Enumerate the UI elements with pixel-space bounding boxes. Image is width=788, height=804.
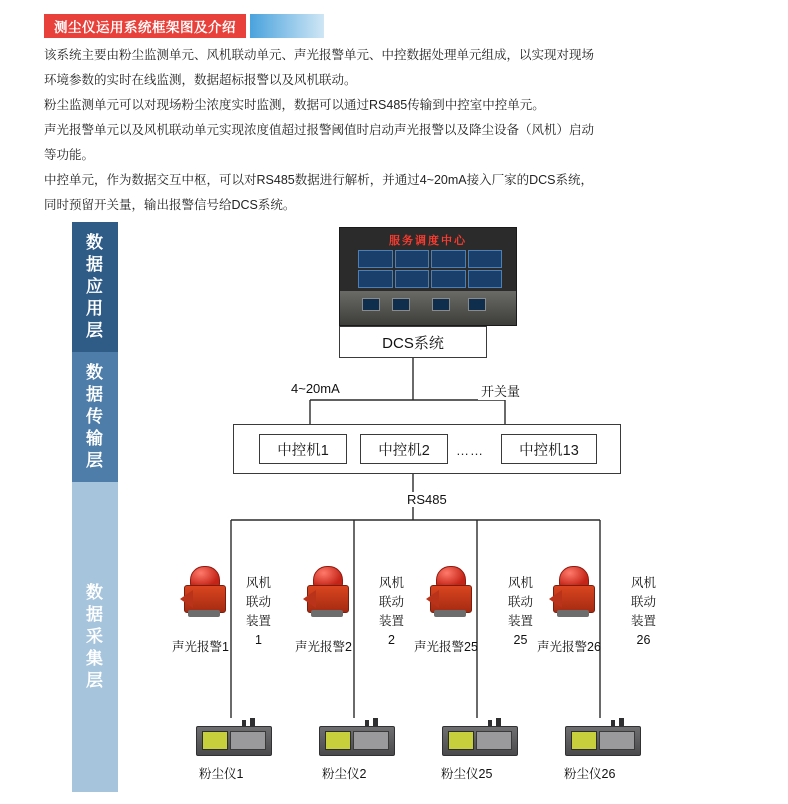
beacon-base [557,610,589,617]
layer3-char-5: 层 [86,671,104,690]
fan-label-line: 风机 [508,576,534,590]
desk-monitor [392,298,410,311]
wall-screen [358,270,393,288]
wall-screen [431,250,466,268]
device-panel [353,731,389,750]
label-rs485-bus: RS485 [404,492,450,507]
layer3-char-1: 数 [86,583,104,602]
page-title: 测尘仪运用系统框架图及介绍 [44,14,246,38]
alarm-caption-4: 声光报警26 [537,640,601,654]
control-room-photo [339,227,517,326]
alarm-beacon-icon [551,566,595,618]
intro-line-4: 声光报警单元以及风机联动单元实现浓度值超过报警阈值时启动声光报警以及降尘设备（风机）启动 [44,123,595,137]
intro-line-3: 粉尘监测单元可以对现场粉尘浓度实时监测，数据可以通过RS485传输到中控室中控单元。 [44,98,545,112]
intro-line-7: 同时预留开关量，输出报警信号给DCS系统。 [44,198,296,212]
dust-meter-device-4 [565,718,639,754]
device-panel [230,731,266,750]
photo-video-wall [358,250,502,288]
beacon-base [188,610,220,617]
wall-screen [468,270,503,288]
controller-13-box: 中控机13 [501,434,597,464]
beacon-horn [426,590,439,608]
intro-line-5: 等功能。 [44,148,95,162]
device-panel [476,731,512,750]
wall-screen [395,250,430,268]
device-display [571,731,597,750]
layer1-char-5: 层 [86,321,104,340]
layer1-char-3: 应 [86,277,104,296]
wall-screen [358,250,393,268]
fan-label-line: 风机 [379,576,405,590]
fan-label-line: 装置 [631,614,657,628]
dust-meter-device-1 [196,718,270,754]
device-panel [599,731,635,750]
intro-line-1: 该系统主要由粉尘监测单元、风机联动单元、声光报警单元、中控数据处理单元组成，以实现对现场 [44,48,595,62]
device-caption-2: 粉尘仪2 [322,767,367,781]
photo-title: 服务调度中心 [389,235,467,247]
fan-label-line: 联动 [508,595,534,609]
fan-label-line: 装置 [508,614,534,628]
layer2-char-5: 层 [86,451,104,470]
intro-line-2: 环境参数的实时在线监测，数据超标报警以及风机联动。 [44,73,357,87]
controller-group [233,424,621,474]
layer3-char-2: 据 [86,605,104,624]
layer3-char-4: 集 [86,649,104,668]
layer-data-application [72,222,118,352]
layer1-char-2: 据 [86,255,104,274]
fan-label-index: 26 [636,633,651,647]
beacon-base [311,610,343,617]
section-header [44,14,324,38]
layer2-char-1: 数 [86,363,104,382]
fan-label-line: 联动 [379,595,405,609]
fan-label-index: 2 [388,633,395,647]
layer-bar [72,222,118,792]
layer1-char-1: 数 [86,233,104,252]
beacon-horn [180,590,193,608]
fan-label-line: 联动 [631,595,657,609]
layer2-char-2: 据 [86,385,104,404]
fan-label-line: 风机 [631,576,657,590]
device-caption-1: 粉尘仪1 [199,767,244,781]
beacon-horn [303,590,316,608]
alarm-beacon-icon [182,566,226,618]
header-accent-bar [250,14,324,38]
fan-label-line: 联动 [246,595,272,609]
controller-1-box: 中控机1 [259,434,347,464]
fan-label-index: 25 [513,633,528,647]
desk-monitor [362,298,380,311]
dcs-system-box: DCS系统 [339,326,487,358]
device-display [202,731,228,750]
device-display [325,731,351,750]
fan-linkage-label-2 [379,574,404,650]
intro-text [44,44,644,219]
device-caption-3: 粉尘仪25 [441,767,493,781]
desk-monitor [468,298,486,311]
layer1-char-4: 用 [86,299,104,318]
wall-screen [431,270,466,288]
device-caption-4: 粉尘仪26 [564,767,616,781]
alarm-beacon-icon [305,566,349,618]
fan-linkage-label-1 [246,574,271,650]
layer3-char-3: 采 [86,627,104,646]
beacon-base [434,610,466,617]
fan-label-index: 1 [255,633,262,647]
fan-label-line: 装置 [379,614,405,628]
desk-monitor [432,298,450,311]
dust-meter-device-3 [442,718,516,754]
fan-linkage-label-4 [631,574,656,650]
dust-meter-device-2 [319,718,393,754]
fan-label-line: 风机 [246,576,272,590]
intro-line-6: 中控单元，作为数据交互中枢，可以对RS485数据进行解析，并通过4~20mA接入厂家的DCS系统， [44,173,594,187]
layer2-char-3: 传 [86,407,104,426]
controller-2-box: 中控机2 [360,434,448,464]
device-display [448,731,474,750]
beacon-horn [549,590,562,608]
layer-data-transmission [72,352,118,482]
label-digital-link: 开关量 [478,381,523,400]
alarm-beacon-icon [428,566,472,618]
wall-screen [468,250,503,268]
alarm-caption-2: 声光报警2 [295,640,352,654]
layer-data-collection [72,482,118,792]
controller-ellipsis: …… [456,443,484,458]
alarm-caption-3: 声光报警25 [414,640,478,654]
alarm-caption-1: 声光报警1 [172,640,229,654]
fan-label-line: 装置 [246,614,272,628]
label-analog-link: 4~20mA [288,381,343,396]
fan-linkage-label-3 [508,574,533,650]
wall-screen [395,270,430,288]
layer2-char-4: 输 [86,429,104,448]
